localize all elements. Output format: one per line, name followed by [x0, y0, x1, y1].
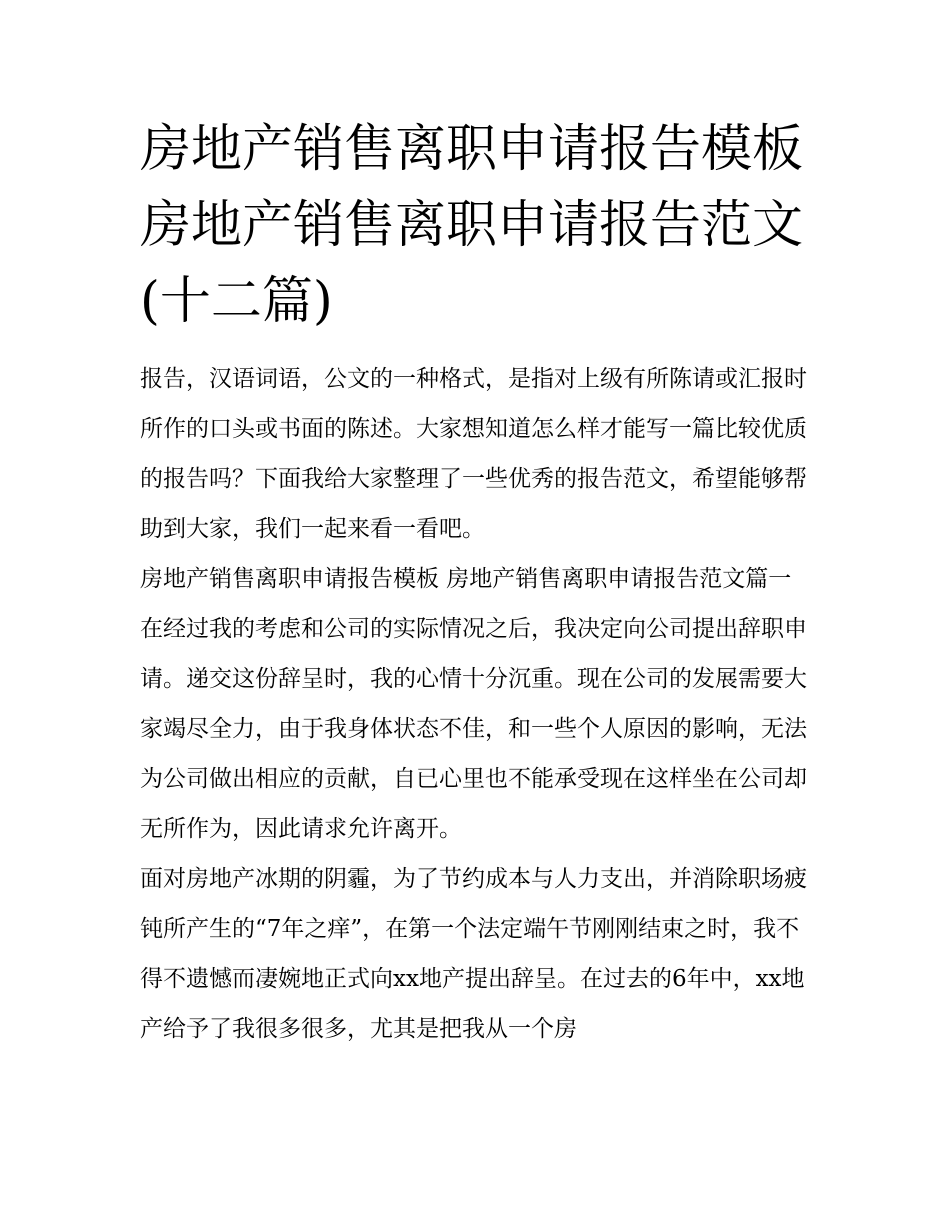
- body-paragraph: 面对房地产冰期的阴霾，为了节约成本与人力支出，并消除职场疲钝所产生的“7年之痒”，在第一个法定端午节刚刚结束之时，我不得不遗憾而凄婉地正式向xx地产提出辞呈。在过去的6年中，xx地产给予了我很多很多，尤其是把我从一个房: [140, 866, 807, 1042]
- document-title: 房地产销售离职申请报告模板 房地产销售离职申请报告范文(十二篇): [140, 120, 804, 331]
- body-paragraph: 在经过我的考虑和公司的实际情况之后，我决定向公司提出辞职申请。递交这份辞呈时，我的心情十分沉重。现在公司的发展需要大家竭尽全力，由于我身体状态不佳，和一些个人原因的影响，无法为公司做出相应的贡献，自已心里也不能承受现在这样坐在公司却无所作为，因此请求允许离开。: [140, 616, 807, 842]
- intro-paragraph: 报告，汉语词语，公文的一种格式，是指对上级有所陈请或汇报时所作的口头或书面的陈述。大家想知道怎么样才能写一篇比较优质的报告吗？下面我给大家整理了一些优秀的报告范文，希望能够帮助到大家，我们一起来看一看吧。: [140, 366, 807, 542]
- section-heading: 房地产销售离职申请报告模板 房地产销售离职申请报告范文篇一: [140, 566, 792, 592]
- document-body: [140, 112, 815, 1054]
